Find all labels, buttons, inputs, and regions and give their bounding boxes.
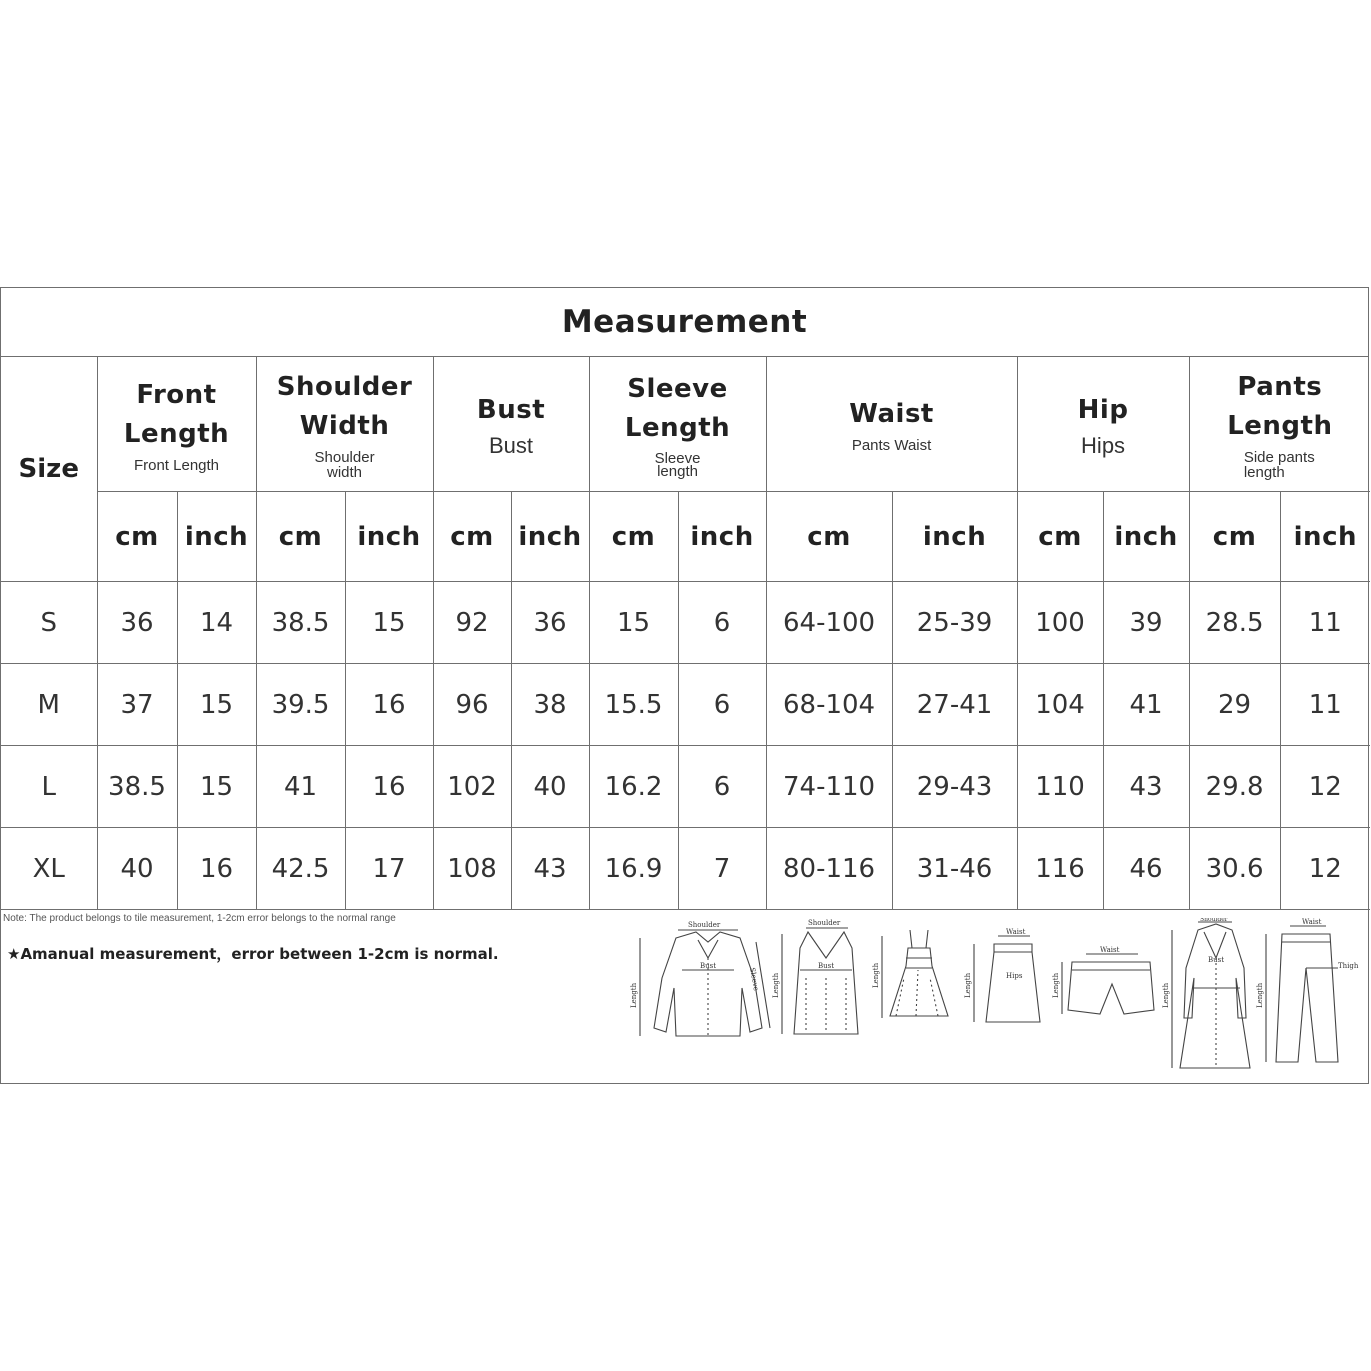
diagram-label: Bust [1208, 956, 1225, 964]
unit-cm: cm [256, 492, 345, 582]
diagram-label: Waist [1302, 918, 1322, 926]
diagram-label: Waist [1006, 928, 1026, 936]
diagram-label: Length [772, 972, 780, 998]
table-cell: 46 [1103, 828, 1189, 910]
column-subtitle: Bust [489, 432, 534, 458]
diagram-label: Length [872, 962, 880, 988]
table-cell: 15.5 [589, 664, 678, 746]
table-cell: 68-104 [766, 664, 892, 746]
table-cell: 104 [1017, 664, 1103, 746]
table-cell: 15 [177, 746, 256, 828]
table-cell: 39.5 [256, 664, 345, 746]
unit-cm: cm [433, 492, 511, 582]
footnote: Note: The product belongs to tile measurement, 1-2cm error belongs to the normal range [3, 913, 396, 924]
skirt-diagram [964, 928, 1040, 1022]
table-cell: 11 [1280, 582, 1370, 664]
table-cell: 29-43 [892, 746, 1017, 828]
coat-diagram [1162, 918, 1250, 1068]
footer [1, 910, 1368, 1083]
trousers-diagram [1256, 918, 1359, 1062]
table-cell: 29 [1189, 664, 1280, 746]
table-cell: 92 [433, 582, 511, 664]
column-header-hip [1017, 357, 1189, 492]
table-cell: 27-41 [892, 664, 1017, 746]
table-cell: 16.2 [589, 746, 678, 828]
table-cell: 37 [97, 664, 177, 746]
unit-cm: cm [766, 492, 892, 582]
column-title: Width [299, 411, 390, 441]
table-cell: 74-110 [766, 746, 892, 828]
blouse-diagram [630, 921, 770, 1036]
unit-cm: cm [589, 492, 678, 582]
column-subtitle: Sleeve length [654, 450, 701, 480]
column-subtitle: Side pants length [1243, 449, 1315, 481]
table-cell: 16 [345, 746, 433, 828]
diagram-label: Hips [1006, 972, 1023, 980]
table-cell: 39 [1103, 582, 1189, 664]
column-title: Bust [476, 394, 546, 425]
unit-cm: cm [1189, 492, 1280, 582]
column-subtitle: Front Length [133, 456, 220, 474]
unit-row [1, 492, 1370, 582]
size-header: Size [1, 357, 97, 582]
diagram-label: Shoulder [688, 921, 721, 929]
table-cell: 41 [256, 746, 345, 828]
table-cell: 7 [678, 828, 766, 910]
diagram-label: Thigh [1338, 962, 1359, 970]
size-label: L [1, 746, 97, 828]
column-header-sleeve-length [589, 357, 766, 492]
table-cell: 28.5 [1189, 582, 1280, 664]
column-title: Length [123, 418, 230, 449]
table-cell: 11 [1280, 664, 1370, 746]
unit-inch: inch [1103, 492, 1189, 582]
table-cell: 64-100 [766, 582, 892, 664]
unit-inch: inch [177, 492, 256, 582]
diagram-label: Length [1162, 982, 1170, 1008]
table-cell: 6 [678, 664, 766, 746]
column-title: Shoulder [276, 372, 413, 402]
table-cell: 40 [97, 828, 177, 910]
table-cell: 43 [1103, 746, 1189, 828]
table-cell: 15 [345, 582, 433, 664]
diagram-label: Length [964, 972, 972, 998]
column-subtitle: Pants Waist [851, 437, 932, 454]
table-cell: 15 [589, 582, 678, 664]
size-label: XL [1, 828, 97, 910]
table-cell: 6 [678, 582, 766, 664]
table-cell: 38.5 [97, 746, 177, 828]
diagram-label: Length [1052, 972, 1060, 998]
diagram-label: Length [1256, 982, 1264, 1008]
table-cell: 43 [511, 828, 589, 910]
table-row [1, 746, 1370, 828]
page-title: Measurement [1, 288, 1368, 357]
diagram-label: Shoulder [808, 919, 841, 927]
table-row [1, 582, 1370, 664]
column-title: Front [136, 379, 217, 410]
table-cell: 42.5 [256, 828, 345, 910]
shorts-diagram [1052, 946, 1154, 1014]
column-header-shoulder-width [256, 357, 433, 492]
table-cell: 102 [433, 746, 511, 828]
column-title: Waist [849, 399, 934, 429]
size-label: S [1, 582, 97, 664]
measurement-sheet [0, 287, 1369, 1084]
table-cell: 40 [511, 746, 589, 828]
table-cell: 31-46 [892, 828, 1017, 910]
table-cell: 17 [345, 828, 433, 910]
unit-cm: cm [97, 492, 177, 582]
column-title: Pants [1237, 372, 1323, 402]
table-cell: 108 [433, 828, 511, 910]
dress-diagram [872, 930, 948, 1018]
unit-inch: inch [678, 492, 766, 582]
table-cell: 80-116 [766, 828, 892, 910]
unit-cm: cm [1017, 492, 1103, 582]
column-title: Length [1227, 411, 1333, 441]
table-cell: 38.5 [256, 582, 345, 664]
column-header-bust [433, 357, 589, 492]
table-row [1, 828, 1370, 910]
diagram-label: Shoulder [1200, 918, 1228, 923]
table-cell: 15 [177, 664, 256, 746]
table-cell: 25-39 [892, 582, 1017, 664]
table-cell: 16.9 [589, 828, 678, 910]
table-cell: 12 [1280, 746, 1370, 828]
column-title: Hip [1077, 394, 1129, 425]
table-cell: 38 [511, 664, 589, 746]
vest-diagram [772, 919, 858, 1034]
table-cell: 14 [177, 582, 256, 664]
table-cell: 29.8 [1189, 746, 1280, 828]
diagram-label: Sleeve [748, 966, 760, 992]
size-table [1, 357, 1370, 910]
table-cell: 30.6 [1189, 828, 1280, 910]
diagram-label: Bust [818, 962, 835, 970]
diagram-label: Waist [1100, 946, 1120, 954]
unit-inch: inch [892, 492, 1017, 582]
diagram-label: Bust [700, 962, 717, 970]
garment-measurement-diagrams [626, 918, 1370, 1083]
size-label: M [1, 664, 97, 746]
column-header-front-length [97, 357, 256, 492]
table-cell: 110 [1017, 746, 1103, 828]
table-cell: 36 [97, 582, 177, 664]
table-cell: 36 [511, 582, 589, 664]
table-cell: 96 [433, 664, 511, 746]
table-row [1, 664, 1370, 746]
table-cell: 6 [678, 746, 766, 828]
column-title: Sleeve [627, 374, 728, 404]
table-cell: 100 [1017, 582, 1103, 664]
unit-inch: inch [345, 492, 433, 582]
unit-inch: inch [1280, 492, 1370, 582]
table-cell: 41 [1103, 664, 1189, 746]
column-header-pants-length [1189, 357, 1370, 492]
table-cell: 116 [1017, 828, 1103, 910]
column-header-row [1, 357, 1370, 492]
column-header-waist [766, 357, 1017, 492]
table-cell: 16 [345, 664, 433, 746]
measurement-disclaimer: ★Amanual measurement，error between 1-2cm is normal. [7, 945, 499, 963]
table-cell: 16 [177, 828, 256, 910]
table-cell: 12 [1280, 828, 1370, 910]
column-title: Length [624, 413, 731, 443]
column-subtitle: Hips [1081, 432, 1126, 458]
column-subtitle: Shoulder width [314, 449, 375, 481]
unit-inch: inch [511, 492, 589, 582]
diagram-label: Length [630, 982, 638, 1008]
